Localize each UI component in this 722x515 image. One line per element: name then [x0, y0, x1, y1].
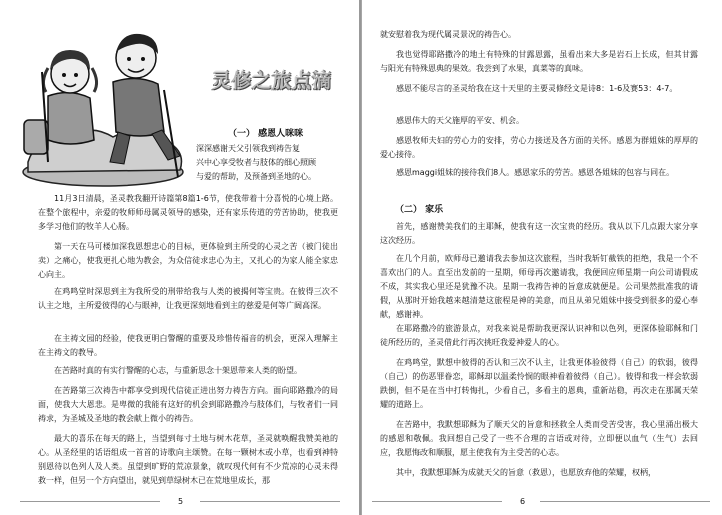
paragraph: 第一天在马可楼加深我恩想忠心的目标，更体验到主所受的心灵之苦（被门徒出卖）之痛心，使我更扎心地为教会，为众信徒求忠心为主，又扎心的为家人能全家忠心向主。 [38, 242, 338, 279]
paragraph: 在苦路时真的有实行警醒的心志，与重新思念十架恩带来人类的盼望。 [54, 366, 302, 375]
paragraph: 感恩maggi姐妹的接待我们8人。感恩家乐的劳苦。感恩各姐妹的包容与同在。 [396, 168, 675, 177]
paragraph: 在苦路第三次祷告中都享受到现代信徒正进出努力祷告方向。面向耶路撒冷的局面，使我大大恩悲。是卑微的我能有这好的机会到耶路撒冷与肢体们，与牧者们一同祷求，为圣城及圣地的教会献上微小的祷告。 [38, 386, 338, 423]
section-heading-2: （二） 家乐 [395, 205, 444, 215]
paragraph: 首先，感谢赞美我们的主耶稣，使我有这一次宝贵的经历。我从以下几点跟大家分享这次经历。 [380, 222, 698, 245]
paragraph: 在苦路中，我默想耶稣为了顺天父的旨意和拯救全人类而受苦受害，我心里涌出极大的感恩和敬佩。我回想自己受了一些不合理的言语或对待，立即便以血气（生气）去回应，我愿悔改和顺服，愿主使我有为主受苦的心志。 [380, 420, 698, 457]
section-heading-1: （一） 感恩人咪咪 [228, 129, 304, 139]
page-number: 6 [515, 494, 530, 509]
hikers-illustration [18, 12, 188, 187]
footer-rule [372, 501, 502, 502]
paragraph: 感恩伟大的天父施厚的平安、机会。 [396, 116, 524, 125]
paragraph: 在鸡鸣堂，默想中彼得的否认和三次不认主，让我更体验彼得（自己）的软弱，彼得（自己）的伤恶罪眷恋，耶稣却以温柔怜悯的眼神看着彼得（自己）。彼得和我一样会软弱跌倒，但不是在当中打转悔扎，少看自己，多看主的恩典，重新站稳，再次走在那属天荣耀的道路上。 [380, 358, 698, 409]
paragraph: 在耶路撒冷的旅游景点，对我来说是帮助我更深认识神和以色列，更深体验耶稣和门徒所经历的，圣灵借此行再次挑旺我爱神爱人的心。 [380, 324, 698, 347]
paragraph: 我也觉得耶路撒冷的地土有特殊的甘露恩露，虽看出来大多是岩石上长成，但其甘露与阳光有特殊恩典的果效。我尝到了水果，真菜等的真味。 [380, 50, 698, 73]
intro-line: 深深感谢天父引领我到祷告复 [196, 144, 300, 153]
paragraph: 在主祷文园的经验，使我更明白警醒的重要及珍惜传福音的机会，更深入理解主在主祷文的教导。 [38, 334, 338, 357]
intro-line: 兴中心享受牧者与肢体的细心照顾 [196, 158, 316, 167]
paragraph: 在几个月前，欧师母已邀请我去参加这次旅程，当时我斩钉截铁的拒绝，我是一个不喜欢出门的人。直至出发前的一星期，师母再次邀请我，我便回应师星期一向公司请假成不成，其实我心里还是犹豫不决。星期一我祷告神的旨意成就便是。公司果然批准我的请假，从那时开始我越来越清楚这旅程是神的美意，而且从弟兄姐妹中接受到很多的爱心奉献，感谢神。 [380, 254, 698, 319]
paragraph: 在鸡鸣堂时深思到主为我所受的刑带给我与人类的被揭何等宝贵。在彼得三次不认主之地，主所爱彼得的心与眼神，让我更深刻地看到主的慈爱是何等广阔高深。 [38, 287, 338, 310]
paragraph: 11月3日清晨，圣灵教我翻开诗篇第8篇1-6节，使我带着十分喜悦的心境上路。在整个旅程中，亲爱的牧师师母属灵领导的感染，还有家乐传道的劳苦协助，使我更多学习他们的牧羊人心肠。 [38, 194, 338, 231]
footer-rule [200, 501, 340, 502]
footer-rule [20, 501, 160, 502]
paragraph: 就安慰着我为现代属灵景况的祷告心。 [380, 30, 516, 39]
left-page [0, 0, 360, 515]
page-number: 5 [173, 494, 188, 509]
paragraph: 其中，我默想耶稣为成就天父的旨意（救恩），也愿放弃他的荣耀，权柄， [396, 468, 656, 477]
paragraph: 感恩不能尽言的圣灵给我在这十天里的主要灵修经文是诗8：1-6及赛53：4-7。 [396, 84, 678, 93]
footer-rule [540, 501, 710, 502]
paragraph: 感恩牧师夫妇的劳心力的安排，劳心力接送及各方面的关怀。感恩为群姐妹的厚厚的爱心接待。 [380, 136, 698, 159]
intro-line: 与爱的帮助，及预备到圣地的心。 [196, 172, 316, 181]
paragraph: 最大的喜乐在每天的路上，当望到每寸土地与树木花草，圣灵就唤醒我赞美祂的心。从圣经里的话语组成一首首的诗歌向主颂赞。在每一颗树木或小草，也看到神特别恩待以色列人及人类。虽望到旷野的荒凉景象，就叹现代何有不少荒凉的心灵未得救一样，但另一个方向望出，就见到草绿树木已在荒地里成长，那 [38, 434, 338, 485]
page-title: 灵修之旅点滴 [212, 70, 333, 92]
